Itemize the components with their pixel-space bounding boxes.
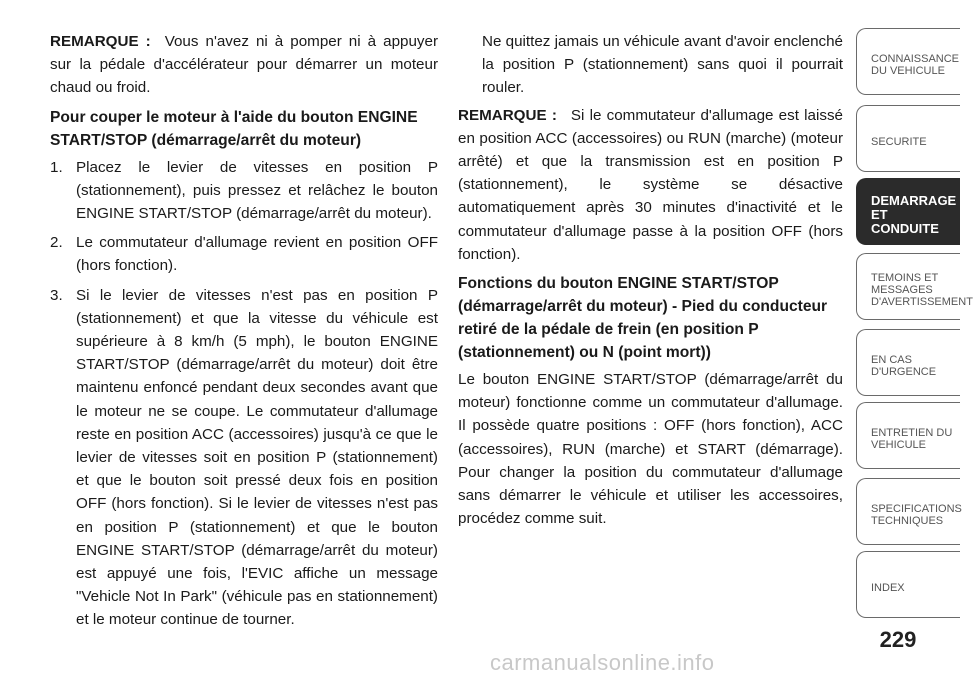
list-item	[50, 284, 438, 632]
tab-temoins-messages[interactable]	[856, 253, 973, 320]
steps-list	[50, 156, 438, 632]
section-heading: Fonctions du bouton ENGINE START/STOP (démarrage/arrêt du moteur) - Pied du conducteur retiré de la pédale de frein (en position P (stationnement) ou N (point mort))	[458, 275, 828, 362]
tab-index[interactable]	[856, 551, 960, 618]
tab-label: ENTRETIEN DU VEHICULE	[871, 426, 953, 451]
step-text: Placez le levier de vitesses en position P (stationnement), puis pressez et relâchez le bouton ENGINE START/STOP (démarrage/arrêt du moteur).	[76, 158, 438, 223]
tab-label: SPECIFICATIONS TECHNIQUES	[871, 502, 962, 527]
step-number: 2.	[50, 234, 63, 252]
list-item	[50, 231, 438, 277]
tab-label: INDEX	[871, 581, 905, 594]
body-paragraph: Le bouton ENGINE START/STOP (démarrage/arrêt du moteur) fonctionne comme un commutateur d'allumage. Il possède quatre positions : OFF (hors fonction), ACC (accessoires), RUN (marche) et START (démarrage). Pour changer la position du commutateur d'allumage sans démarrer le véhicule et utiliser les accessoires, procédez comme suit.	[458, 371, 843, 528]
tab-securite[interactable]	[856, 105, 960, 172]
tab-connaissance-vehicule[interactable]	[856, 28, 960, 95]
step-number: 1.	[50, 158, 63, 176]
tab-en-cas-urgence[interactable]	[856, 329, 960, 396]
tab-label: TEMOINS ET MESSAGES D'AVERTISSEMENT	[871, 271, 973, 308]
page-number: 229	[879, 627, 917, 652]
left-column	[50, 30, 438, 638]
step-number: 3.	[50, 286, 63, 304]
continuation-text: Ne quittez jamais un véhicule avant d'avoir enclenché la position P (stationnement) sans quoi il pourrait rouler.	[482, 33, 843, 97]
section-heading: Pour couper le moteur à l'aide du bouton ENGINE START/STOP (démarrage/arrêt du moteur)	[50, 108, 418, 149]
watermark: carmanualsonline.info	[490, 650, 715, 675]
list-item	[50, 156, 438, 226]
note-paragraph	[50, 30, 438, 100]
note-text: Vous n'avez ni à pomper ni à appuyer sur la pédale d'accélérateur pour démarrer un moteur chaud ou froid.	[50, 33, 439, 97]
tab-specifications[interactable]	[856, 478, 960, 545]
tab-label: DEMARRAGE ET CONDUITE	[871, 192, 957, 236]
tab-demarrage-conduite[interactable]	[856, 178, 960, 245]
tab-label: CONNAISSANCE DU VEHICULE	[871, 52, 960, 77]
right-column	[458, 30, 843, 536]
tab-label: SECURITE	[871, 135, 927, 148]
tab-entretien-vehicule[interactable]	[856, 402, 960, 469]
chapter-tabs	[856, 28, 973, 620]
tab-label: EN CAS D'URGENCE	[871, 353, 937, 378]
step-text: Le commutateur d'allumage revient en position OFF (hors fonction).	[76, 234, 438, 275]
note-paragraph	[458, 104, 843, 266]
note-label: REMARQUE :	[50, 33, 151, 50]
note-text: Si le commutateur d'allumage est laissé en position ACC (accessoires) ou RUN (marche) (moteur arrêté) et que la transmission est en position P (stationnement), le système se désactive automatiquement après 30 minutes d'inactivité et le commutateur d'allumage passe à la position OFF (hors fonction).	[458, 106, 843, 263]
note-label: REMARQUE :	[458, 106, 557, 124]
step-text: Si le levier de vitesses n'est pas en position P (stationnement) et que la vitesse du véhicule est supérieure à 8 km/h (5 mph), le bouton ENGINE START/STOP (démarrage/arrêt du moteur) doit être maintenu enfoncé pendant deux secondes avant que le moteur ne se coupe. Le commutateur d'allumage reste en position ACC (accessoires) jusqu'à ce que le levier de vitesses soit en position P (stationnement) et que le bouton soit pressé deux fois en position OFF (hors fonction). Si le levier de vitesses n'est pas en position P (stationnement) et que le bouton ENGINE START/STOP (démarrage/arrêt du moteur) est appuyé une fois, l'EVIC affiche un message "Vehicle Not In Park" (véhicule pas en stationnement) et le moteur continue de tourner.	[76, 286, 438, 629]
